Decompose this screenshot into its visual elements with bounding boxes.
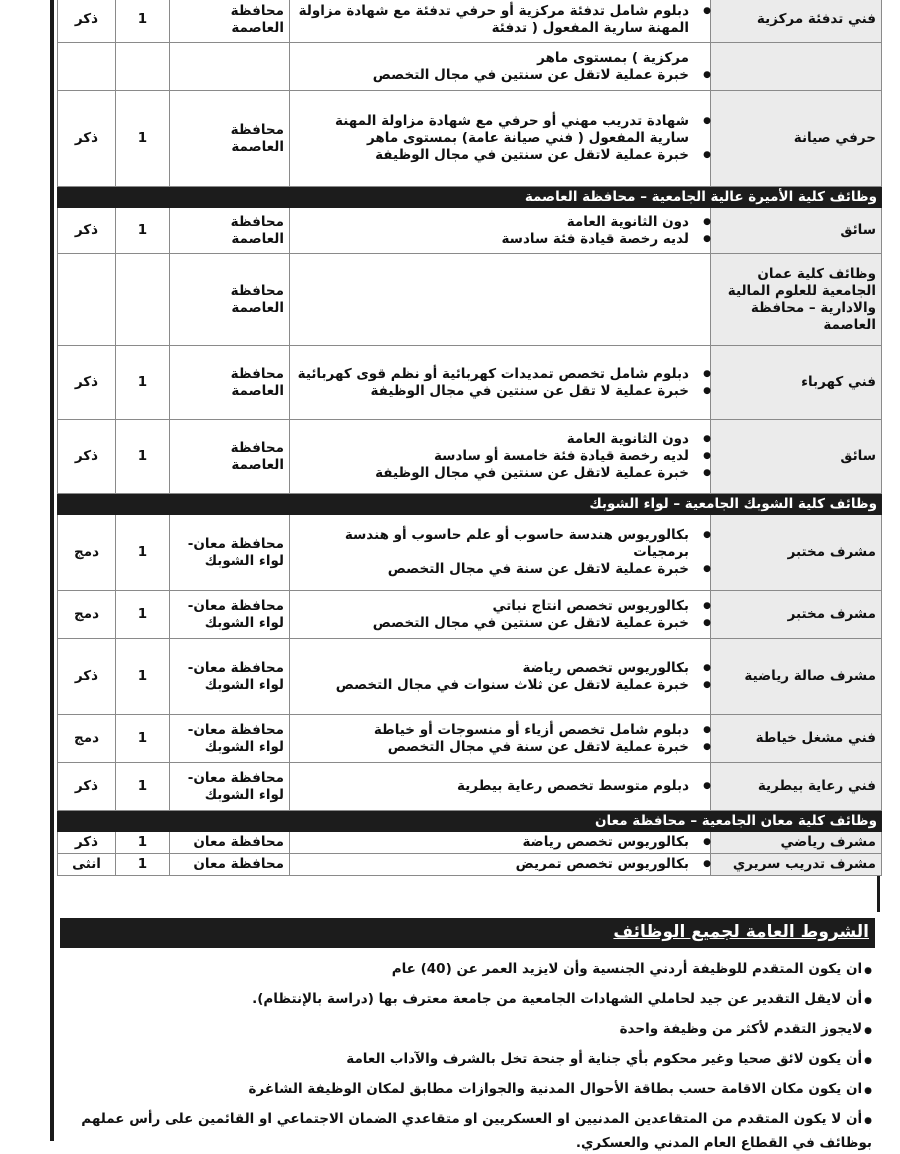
gender-cell: ذكر: [58, 0, 116, 43]
section-title: وظائف كلية الشوبك الجامعية – لواء الشوبك: [58, 494, 882, 515]
vacancy-count-cell: 1: [116, 420, 170, 494]
job-title-cell: حرفي صيانة: [711, 91, 882, 187]
condition-item: ●ان يكون المتقدم للوظيفة أردني الجنسية وأن لايزيد العمر عن (40) عام: [391, 961, 872, 977]
requirement-item: ● دبلوم شامل تدفئة مركزية أو حرفي تدفئة مع شهادة مزاولة المهنة سارية المفعول ( تدفئة: [295, 3, 705, 37]
job-title-cell: وظائف كلية عمان الجامعية للعلوم المالية والادارية – محافظة العاصمة: [711, 254, 882, 346]
requirements-list: [295, 722, 705, 756]
gender-cell: ذكر: [58, 639, 116, 715]
job-title-cell: سائق: [711, 420, 882, 494]
vacancy-count-cell: 1: [116, 854, 170, 876]
condition-item: ●ان يكون مكان الاقامة حسب بطاقة الأحوال المدنية والجوازات مطابق لمكان الوظيفة الشاغرة: [248, 1081, 872, 1097]
gender-cell: ذكر: [58, 91, 116, 187]
location-cell: محافظة العاصمة: [170, 208, 290, 254]
vacancy-count-cell: 1: [116, 0, 170, 43]
requirement-item: ● خبرة عملية لاتقل عن سنتين في مجال التخصص: [295, 67, 705, 84]
requirements-list: [295, 834, 705, 851]
condition-item: ●أن يكون لائق صحيا وغير محكوم بأي جناية أو جنحة تخل بالشرف والآداب العامة: [346, 1051, 872, 1067]
job-row: [58, 715, 882, 763]
requirement-item: ● بكالوريوس تخصص انتاج نباتي: [295, 598, 705, 615]
requirements-cell: [290, 854, 711, 876]
job-title-cell: مشرف رياضي: [711, 832, 882, 854]
location-cell: محافظة العاصمة: [170, 254, 290, 346]
requirements-cell: [290, 591, 711, 639]
requirement-item: ● بكالوريوس تخصص رياضة: [295, 834, 705, 851]
requirement-item: ● خبرة عملية لاتقل عن سنة في مجال التخصص: [295, 561, 705, 578]
job-row: [58, 346, 882, 420]
gender-cell: ذكر: [58, 208, 116, 254]
location-cell: محافظة معان: [170, 854, 290, 876]
requirement-item: ● خبرة عملية لاتقل عن سنتين في مجال الوظيفة: [295, 147, 705, 164]
vacancy-count-cell: 1: [116, 763, 170, 811]
location-cell: محافظة معان- لواء الشوبك: [170, 763, 290, 811]
requirement-item: ● دون الثانوية العامة: [295, 431, 705, 448]
requirements-cell: [290, 763, 711, 811]
requirement-item: مركزية ) بمستوى ماهر: [537, 49, 689, 66]
job-row: [58, 420, 882, 494]
location-cell: محافظة معان- لواء الشوبك: [170, 591, 290, 639]
job-row: [58, 763, 882, 811]
requirements-cell: [290, 254, 711, 346]
bullet-icon: ●: [864, 996, 872, 1006]
bullet-icon: ●: [864, 966, 872, 976]
gender-cell: [58, 43, 116, 91]
requirements-list: [295, 366, 705, 400]
requirement-item: ● خبرة عملية لاتقل عن سنتين في مجال الوظيفة: [295, 465, 705, 482]
jobs-table: [57, 0, 882, 876]
job-row: [58, 0, 882, 43]
page-border-left: [50, 0, 54, 1141]
gender-cell: [58, 254, 116, 346]
requirement-item: ● بكالوريوس تخصص رياضة: [295, 660, 705, 677]
gender-cell: دمج: [58, 591, 116, 639]
requirements-cell: [290, 0, 711, 43]
job-row: [58, 639, 882, 715]
location-cell: محافظة معان- لواء الشوبك: [170, 515, 290, 591]
requirements-list: [295, 527, 705, 578]
location-cell: محافظة العاصمة: [170, 346, 290, 420]
condition-item: ●أن لا يكون المتقدم من المتقاعدين المدنيين او العسكريين او متقاعدي الضمان الاجتماعي او القائمين على رأس عملهم بوظائف في القطاع العام المدني والعسكري.: [81, 1111, 872, 1151]
location-cell: محافظة العاصمة: [170, 420, 290, 494]
bullet-icon: ●: [864, 1116, 872, 1126]
job-title-cell: مشرف مختبر: [711, 591, 882, 639]
requirements-list: [295, 113, 705, 164]
location-cell: محافظة معان- لواء الشوبك: [170, 715, 290, 763]
gender-cell: ذكر: [58, 763, 116, 811]
general-conditions-header: [60, 918, 875, 948]
job-row: [58, 43, 882, 91]
job-title-cell: مشرف مختبر: [711, 515, 882, 591]
requirements-list: [295, 214, 705, 248]
requirement-item: ● خبرة عملية لاتقل عن ثلاث سنوات في مجال التخصص: [295, 677, 705, 694]
requirements-list: [295, 856, 705, 873]
gender-cell: انثى: [58, 854, 116, 876]
vacancy-count-cell: 1: [116, 639, 170, 715]
requirements-cell: [290, 515, 711, 591]
location-cell: محافظة معان: [170, 832, 290, 854]
vacancy-count-cell: 1: [116, 346, 170, 420]
requirement-item: ● دون الثانوية العامة: [295, 214, 705, 231]
job-title-cell: فني كهرباء: [711, 346, 882, 420]
requirements-cell: [290, 420, 711, 494]
job-row: [58, 854, 882, 876]
vacancy-count-cell: 1: [116, 715, 170, 763]
condition-item: ●أن لايقل التقدير عن جيد لحاملي الشهادات الجامعية من جامعة معترف بها (دراسة بالإنتظام).: [252, 991, 872, 1007]
requirements-cell: [290, 346, 711, 420]
vacancy-count-cell: 1: [116, 515, 170, 591]
section-title: وظائف كلية معان الجامعية – محافظة معان: [58, 811, 882, 832]
job-title-cell: مشرف صالة رياضية: [711, 639, 882, 715]
job-title-cell: سائق: [711, 208, 882, 254]
section-title: وظائف كلية الأميرة عالية الجامعية – محافظة العاصمة: [58, 187, 882, 208]
job-title-cell: مشرف تدريب سريري: [711, 854, 882, 876]
location-cell: [170, 43, 290, 91]
requirements-list: [295, 660, 705, 694]
requirements-cell: [290, 43, 711, 91]
general-conditions-list: [80, 955, 872, 1154]
gender-cell: دمج: [58, 515, 116, 591]
requirement-item: ● دبلوم شامل تخصص أزياء أو منسوجات أو خياطة: [295, 722, 705, 739]
requirement-item: ● بكالوريوس هندسة حاسوب أو علم حاسوب أو هندسة برمجيات: [295, 527, 705, 561]
vacancy-count-cell: [116, 254, 170, 346]
requirements-list: [295, 3, 705, 37]
requirement-item: ● دبلوم متوسط تخصص رعاية بيطرية: [295, 778, 705, 795]
vacancy-count-cell: 1: [116, 832, 170, 854]
bullet-icon: ●: [864, 1086, 872, 1096]
requirement-item: ● شهادة تدريب مهني أو حرفي مع شهادة مزاولة المهنة سارية المفعول ( فني صيانة عامة) بمستوى ماهر: [295, 113, 705, 147]
section-header-row: [58, 187, 882, 208]
location-cell: محافظة معان- لواء الشوبك: [170, 639, 290, 715]
requirements-list: [295, 431, 705, 482]
gender-cell: دمج: [58, 715, 116, 763]
requirements-cell: [290, 832, 711, 854]
section-header-row: [58, 811, 882, 832]
vacancy-count-cell: 1: [116, 208, 170, 254]
requirement-item: ● لديه رخصة قيادة فئة سادسة: [295, 231, 705, 248]
location-cell: محافظة العاصمة: [170, 0, 290, 43]
location-cell: محافظة العاصمة: [170, 91, 290, 187]
requirement-item: ● خبرة عملية لاتقل عن سنتين في مجال التخصص: [295, 615, 705, 632]
job-title-cell: [711, 43, 882, 91]
gender-cell: ذكر: [58, 832, 116, 854]
job-title-cell: فني تدفئة مركزية: [711, 0, 882, 43]
job-row: [58, 208, 882, 254]
requirements-cell: [290, 91, 711, 187]
gender-cell: ذكر: [58, 346, 116, 420]
requirement-item: ● لديه رخصة قيادة فئة خامسة أو سادسة: [295, 448, 705, 465]
requirement-item: ● بكالوريوس تخصص تمريض: [295, 856, 705, 873]
gender-cell: ذكر: [58, 420, 116, 494]
requirement-item: ● دبلوم شامل تخصص تمديدات كهربائية أو نظم قوى كهربائية: [295, 366, 705, 383]
vacancy-count-cell: 1: [116, 91, 170, 187]
requirement-item: ● خبرة عملية لاتقل عن سنة في مجال التخصص: [295, 739, 705, 756]
requirement-item: ● خبرة عملية لا تقل عن سنتين في مجال الوظيفة: [295, 383, 705, 400]
condition-item: ●لايجوز التقدم لأكثر من وظيفة واحدة: [619, 1021, 872, 1037]
requirements-cell: [290, 208, 711, 254]
job-row: [58, 832, 882, 854]
bullet-icon: ●: [864, 1056, 872, 1066]
requirements-list: [295, 598, 705, 632]
job-title-cell: فني مشغل خياطة: [711, 715, 882, 763]
job-row: [58, 515, 882, 591]
requirements-list: [295, 778, 705, 795]
job-row: [58, 91, 882, 187]
vacancy-count-cell: 1: [116, 591, 170, 639]
requirements-list: [295, 50, 705, 84]
general-conditions-heading: الشروط العامة لجميع الوظائف: [613, 922, 869, 942]
bullet-icon: ●: [864, 1026, 872, 1036]
requirements-cell: [290, 715, 711, 763]
requirements-cell: [290, 639, 711, 715]
job-row: [58, 254, 882, 346]
section-header-row: [58, 494, 882, 515]
vacancy-count-cell: [116, 43, 170, 91]
job-row: [58, 591, 882, 639]
job-title-cell: فني رعاية بيطرية: [711, 763, 882, 811]
